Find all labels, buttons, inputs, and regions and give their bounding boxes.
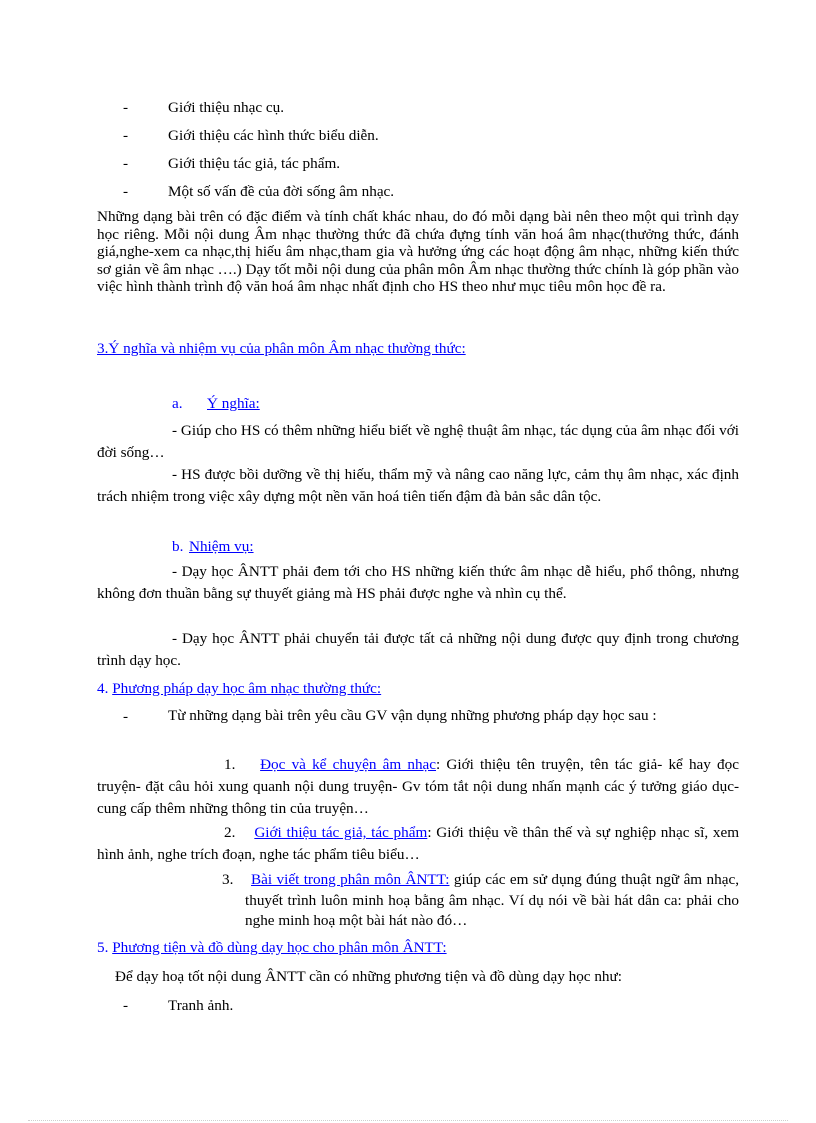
sub-a-label: Ý nghĩa: — [207, 395, 260, 412]
method-number: 1. — [224, 756, 236, 773]
bullet-text: Một số vấn đề của đời sống âm nhạc. — [168, 183, 395, 200]
nhiemvu-paragraph-2: - Dạy học ÂNTT phải chuyển tải được tất cả những nội dung được quy định trong chương trình dạy học. — [97, 630, 739, 669]
method-text: : Giới thiệu tên truyện, tên tác giả- kể hay đọc truyện- đặt câu hỏi xung quanh nội dung truyện- Gv tóm tắt nội dung nhấn mạnh các ý tưởng giáo dục- cung cấp thêm những thông tin của truyện… — [97, 756, 739, 817]
bullet-text: Giới thiệu tác giả, tác phẩm. — [168, 155, 341, 172]
intro-paragraph: Những dạng bài trên có đặc điểm và tính chất khác nhau, do đó mỗi dạng bài nên theo một qui trình dạy học riêng. Mỗi nội dung Âm nhạc thường thức đã chứa đựng tính văn hoá âm nhạc(thưởng thức, đánh giá,nghe-xem ca nhạc,thị hiếu âm nhạc,tham gia và hưởng ứng các hoạt động âm nhạc, những kiến thức sơ giản về âm nhạc ….) Dạy tốt mỗi nội dung của phân môn Âm nhạc thường thức chính là góp phần vào việc hình thành trình độ văn hoá âm nhạc nhất định cho HS theo như mục tiêu môn học đề ra. — [97, 208, 739, 296]
bullet-text: Giới thiệu nhạc cụ. — [168, 99, 284, 116]
section-heading-4-text: Phương pháp dạy học âm nhạc thường thức: — [112, 680, 382, 697]
bullet-dash: - — [123, 155, 129, 172]
sub-a-marker: a. — [172, 395, 183, 412]
methods-intro: Từ những dạng bài trên yêu cầu GV vận dụng những phương pháp dạy học sau : — [168, 707, 657, 724]
bullet-dash: - — [123, 997, 129, 1014]
sub-b-label: Nhiệm vụ: — [189, 538, 254, 555]
bullet-dash: - — [123, 99, 129, 116]
method-title: Giới thiệu tác giả, tác phẩm — [254, 824, 428, 841]
bullet-dash: - — [123, 708, 129, 725]
section-heading-5: 5. Phương tiện và đồ dùng dạy học cho phân môn ÂNTT: — [97, 939, 447, 956]
method-title: Bài viết trong phân môn ÂNTT: — [251, 871, 450, 888]
means-paragraph: Để dạy hoạ tốt nội dung ÂNTT cần có những phương tiện và đồ dùng dạy học như: — [115, 968, 622, 985]
sub-b-marker: b. — [172, 538, 184, 555]
bullet-text: Tranh ảnh. — [168, 997, 234, 1014]
section-heading-3: 3.Ý nghĩa và nhiệm vụ của phân môn Âm nhạc thường thức: — [97, 340, 466, 357]
method-text: giúp các em sử dụng đúng thuật ngữ âm nhạc, thuyết trình luôn minh hoạ bằng âm nhạc. Ví dụ nói về bài hát dân ca: phải cho nghe minh hoạ một bài hát nào đó… — [245, 871, 739, 929]
ynghia-paragraph-2: - HS được bồi dưỡng về thị hiếu, thẩm mỹ và nâng cao năng lực, cảm thụ âm nhạc, xác định trách nhiệm trong việc xây dựng một nền văn hoá tiên tiến đậm đà bản sắc dân tộc. — [97, 466, 739, 505]
section-heading-4: 4. Phương pháp dạy học âm nhạc thường thức: — [97, 680, 382, 697]
ynghia-paragraph-1: - Giúp cho HS có thêm những hiểu biết về nghệ thuật âm nhạc, tác dụng của âm nhạc đối với đời sống… — [97, 422, 739, 461]
method-number: 2. — [224, 824, 236, 841]
section-heading-5-text: Phương tiện và đồ dùng dạy học cho phân môn ÂNTT: — [112, 939, 447, 956]
bullet-dash: - — [123, 183, 129, 200]
nhiemvu-paragraph-1: - Dạy học ÂNTT phải đem tới cho HS những kiến thức âm nhạc dễ hiểu, phổ thông, nhưng không đơn thuần bằng sự thuyết giảng mà HS phải được nghe và nhìn cụ thể. — [97, 563, 739, 602]
method-2 — [97, 822, 739, 866]
method-1 — [97, 754, 739, 820]
method-3 — [222, 870, 739, 932]
method-title: Đọc và kể chuyện âm nhạc — [260, 756, 437, 773]
bullet-dash: - — [123, 127, 129, 144]
page-footer-divider — [28, 1120, 788, 1121]
method-text: : Giới thiệu về thân thế và sự nghiệp nhạc sĩ, xem hình ảnh, nghe trích đoạn, nghe tác phẩm tiêu biểu… — [97, 824, 740, 863]
bullet-text: Giới thiệu các hình thức biểu diễn. — [168, 127, 379, 144]
method-number: 3. — [222, 871, 234, 888]
